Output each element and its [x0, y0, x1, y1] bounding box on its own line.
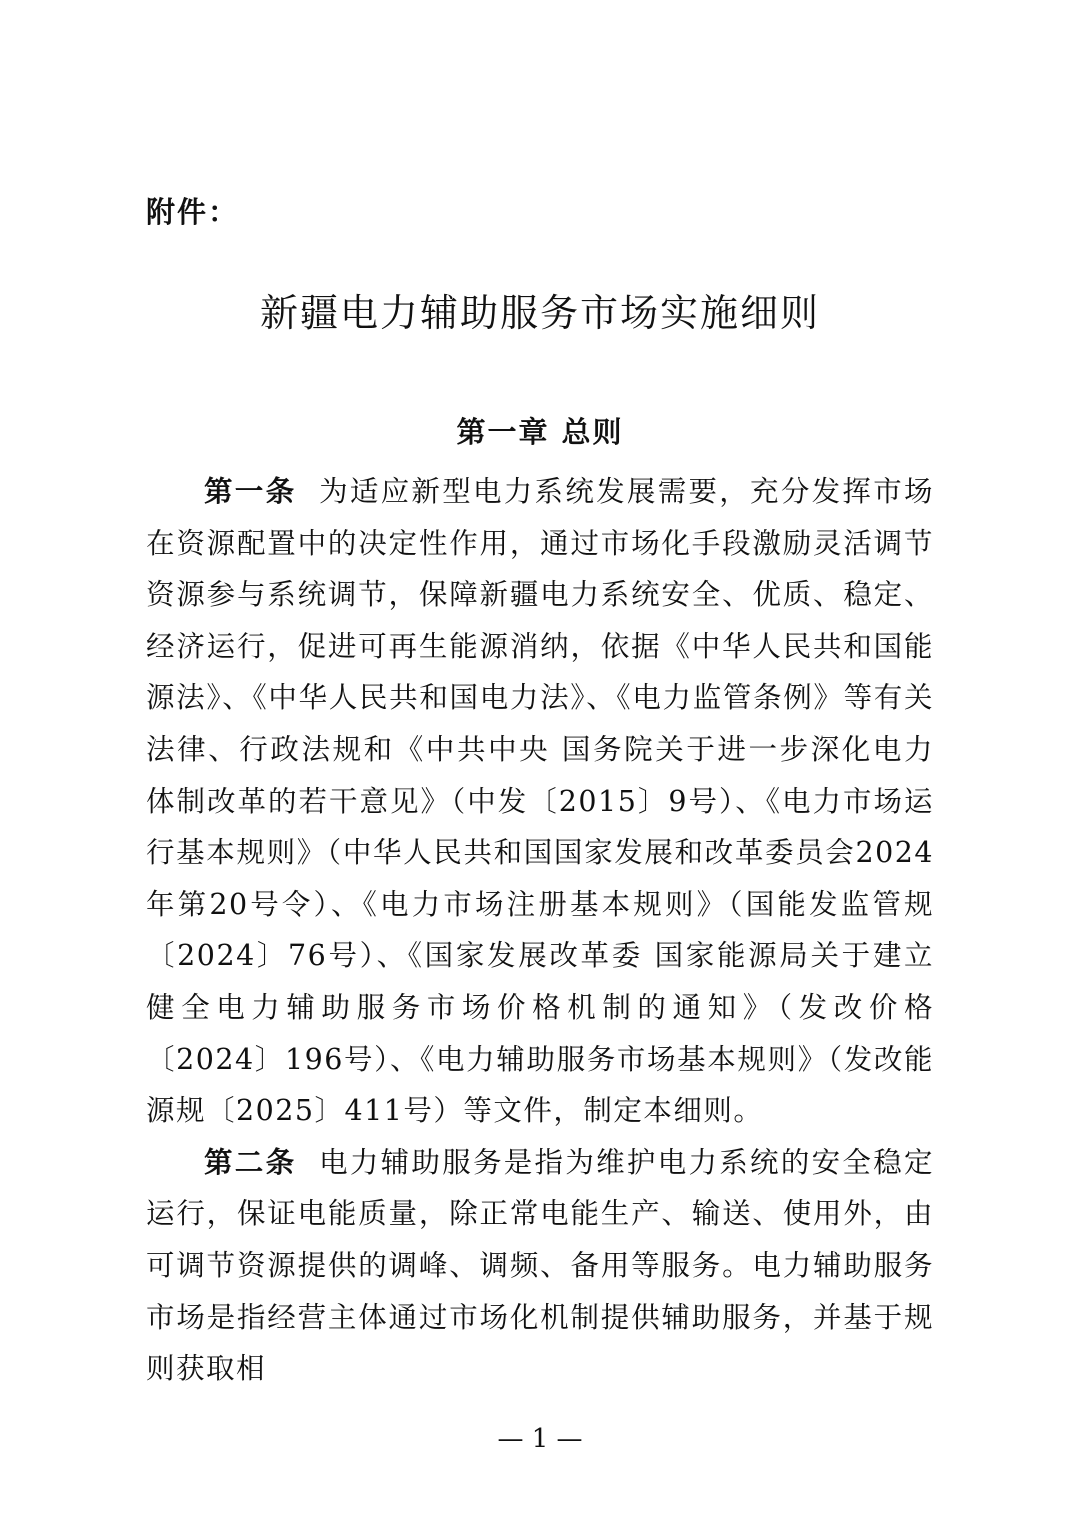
article-2-heading: 第二条 [204, 1145, 297, 1179]
article-1-text: 为适应新型电力系统发展需要，充分发挥市场在资源配置中的决定性作用，通过市场化手段激励灵活调节资源参与系统调节，保障新疆电力系统安全、优质、稳定、经济运行，促进可再生能源消纳，依据《中华人民共和国能源法》、《中华人民共和国电力法》、《电力监管条例》等有关法律、行政法规和《中共中央 国务院关于进一步深化电力体制改革的若干意见》（中发〔2015〕9号）、《电力市场运行基本规则》（中华人民共和国国家发展和改革委员会2024年第20号令）、《电力市场注册基本规则》（国能发监管规〔2024〕76号）、《国家发展改革委 国家能源局关于建立健全电力辅助服务市场价格机制的通知》（发改价格〔2024〕196号）、《电力辅助服务市场基本规则》（发改能源规〔2025〕411号）等文件，制定本细则。 [146, 475, 934, 1128]
article-2 [146, 1137, 934, 1395]
page-number: — 1 — [497, 1424, 583, 1454]
document-body [146, 466, 934, 1395]
attachment-label: 附件： [146, 195, 240, 229]
chapter-title: 第一章 总则 [456, 415, 624, 449]
article-2-text: 电力辅助服务是指为维护电力系统的安全稳定运行，保证电能质量，除正常电能生产、输送、使用外，由可调节资源提供的调峰、调频、备用等服务。电力辅助服务市场是指经营主体通过市场化机制提供辅助服务，并基于规则获取相 [146, 1145, 934, 1386]
article-1 [146, 466, 934, 1137]
article-1-heading: 第一条 [204, 475, 297, 508]
document-title: 新疆电力辅助服务市场实施细则 [259, 291, 820, 335]
